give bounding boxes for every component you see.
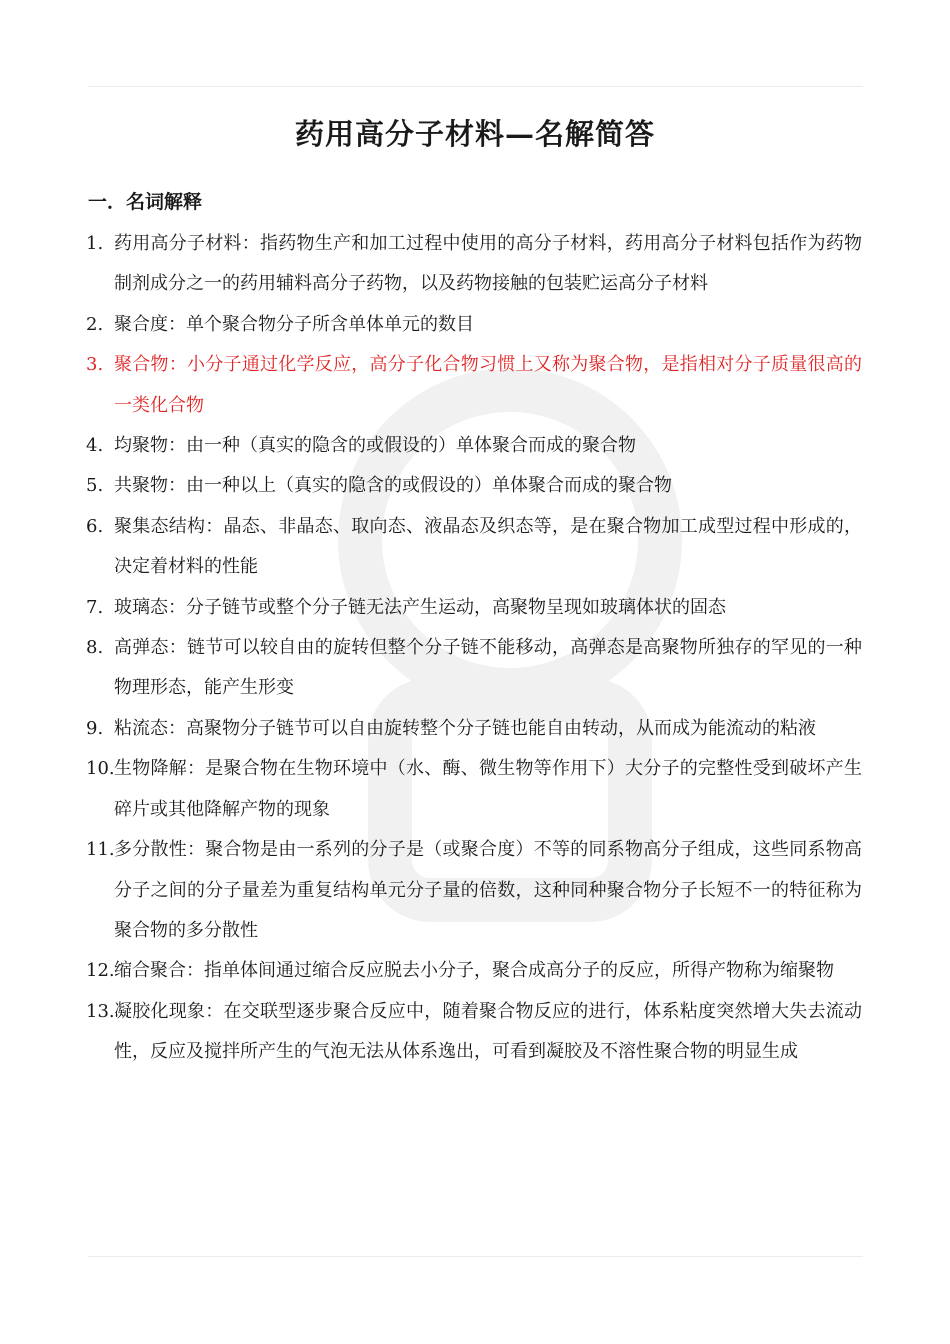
item-definition: 分子链节或整个分子链无法产生运动，高聚物呈现如玻璃体状的固态 [186, 596, 726, 618]
item-term: 玻璃态 [114, 596, 168, 618]
definition-item [0, 830, 862, 951]
item-number: 2. [86, 313, 104, 335]
item-definition: 在交联型逐步聚合反应中，随着聚合物反应的进行，体系粘度突然增大失去流动性，反应及搅拌所产生的气泡无法从体系逸出，可看到凝胶及不溶性聚合物的明显生成 [114, 1000, 862, 1063]
definition-item [0, 709, 862, 749]
item-separator: ： [186, 960, 204, 982]
item-separator: ： [168, 475, 186, 497]
section-heading: 一．名词解释 [88, 191, 203, 213]
definition-item [0, 305, 862, 345]
item-separator: ： [205, 1000, 224, 1022]
item-number: 3. [86, 354, 104, 376]
item-number: 8. [86, 637, 104, 659]
item-number: 9. [86, 717, 104, 739]
item-number: 10. [86, 758, 115, 780]
item-term: 均聚物 [114, 435, 168, 457]
item-term: 聚合度 [114, 313, 168, 335]
item-number: 1. [86, 233, 104, 254]
item-separator: ： [168, 637, 187, 659]
item-term: 共聚物 [114, 475, 168, 497]
item-term: 凝胶化现象 [114, 1000, 206, 1022]
definition-item [0, 466, 862, 506]
item-separator: ： [241, 233, 260, 254]
item-term: 生物降解 [114, 758, 187, 780]
item-number: 5. [86, 475, 104, 497]
definition-item [0, 628, 862, 709]
definition-item [0, 588, 862, 628]
item-number: 4. [86, 435, 104, 457]
item-term: 聚合物 [114, 354, 169, 376]
definition-item [0, 992, 862, 1073]
item-definition: 由一种（真实的隐含的或假设的）单体聚合而成的聚合物 [186, 435, 636, 457]
item-definition: 小分子通过化学反应，高分子化合物习惯上又称为聚合物，是指相对分子质量很高的一类化合物 [114, 354, 862, 416]
definition-item [0, 749, 862, 830]
item-separator: ： [168, 596, 186, 618]
item-definition: 链节可以较自由的旋转但整个分子链不能移动，高弹态是高聚物所独存的罕见的一种物理形态，能产生形变 [114, 637, 862, 699]
item-definition: 由一种以上（真实的隐含的或假设的）单体聚合而成的聚合物 [186, 475, 672, 497]
definition-list [0, 224, 950, 1073]
item-separator: ： [205, 515, 224, 537]
item-term: 多分散性 [114, 839, 187, 861]
item-number: 7. [86, 596, 104, 618]
item-separator: ： [168, 717, 186, 739]
item-number: 12. [86, 960, 115, 982]
item-term: 缩合聚合 [114, 960, 186, 982]
definition-item [0, 951, 862, 991]
item-number: 13. [86, 1000, 115, 1022]
item-definition: 晶态、非晶态、取向态、液晶态及织态等，是在聚合物加工成型过程中形成的，决定着材料的性能 [114, 515, 862, 578]
item-definition: 是聚合物在生物环境中（水、酶、微生物等作用下）大分子的完整性受到破坏产生碎片或其他降解产物的现象 [114, 758, 862, 820]
item-separator: ： [187, 758, 206, 780]
item-term: 高弹态 [114, 637, 169, 659]
item-definition: 聚合物是由一系列的分子是（或聚合度）不等的同系物高分子组成，这些同系物高分子之间的分子量差为重复结构单元分子量的倍数，这种同种聚合物分子长短不一的特征称为聚合物的多分散性 [114, 839, 862, 941]
item-definition: 单个聚合物分子所含单体单元的数目 [186, 313, 474, 335]
item-definition: 指药物生产和加工过程中使用的高分子材料，药用高分子材料包括作为药物制剂成分之一的药用辅料高分子药物，以及药物接触的包装贮运高分子材料 [114, 233, 862, 295]
item-separator: ： [168, 354, 187, 376]
definition-item [0, 426, 862, 466]
item-number: 11. [86, 839, 115, 861]
item-separator: ： [187, 839, 206, 861]
item-term: 粘流态 [114, 717, 168, 739]
item-definition: 指单体间通过缩合反应脱去小分子，聚合成高分子的反应，所得产物称为缩聚物 [204, 960, 834, 982]
item-term: 药用高分子材料 [114, 233, 242, 254]
bottom-divider [88, 1256, 863, 1257]
item-number: 6. [86, 515, 104, 537]
item-separator: ： [168, 435, 186, 457]
definition-item [0, 224, 862, 305]
top-divider [88, 86, 863, 87]
item-term: 聚集态结构 [114, 515, 206, 537]
definition-item [0, 345, 862, 426]
item-definition: 高聚物分子链节可以自由旋转整个分子链也能自由转动，从而成为能流动的粘液 [186, 717, 816, 739]
page-title: 药用高分子材料—名解简答 [294, 117, 655, 151]
item-separator: ： [168, 313, 186, 335]
definition-item [0, 507, 862, 588]
